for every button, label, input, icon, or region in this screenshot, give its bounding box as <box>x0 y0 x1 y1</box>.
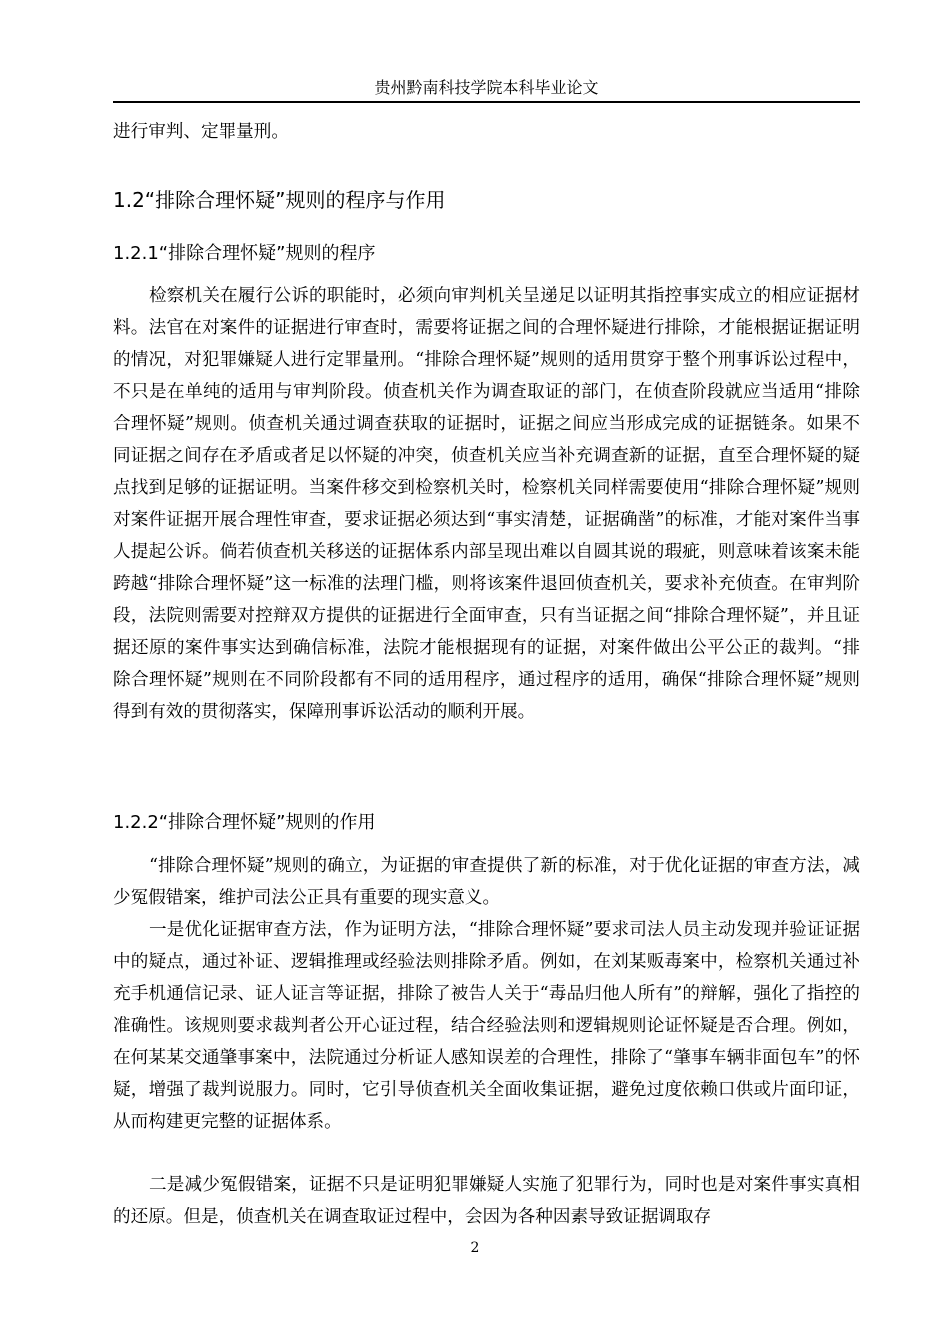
body-paragraph: 检察机关在履行公诉的职能时，必须向审判机关呈递足以证明其指控事实成立的相应证据材料。法官在对案件的证据进行审查时，需要将证据之间的合理怀疑进行排除，才能根据证据证明的情况，对犯罪嫌疑人进行定罪量刑。“排除合理怀疑”规则的适用贯穿于整个刑事诉讼过程中，不只是在单纯的适用与审判阶段。侦查机关作为调查取证的部门，在侦查阶段就应当适用“排除合理怀疑”规则。侦查机关通过调查获取的证据时，证据之间应当形成完成的证据链条。如果不同证据之间存在矛盾或者足以怀疑的冲突，侦查机关应当补充调查新的证据，直至合理怀疑的疑点找到足够的证据证明。当案件移交到检察机关时，检察机关同样需要使用“排除合理怀疑”规则对案件证据开展合理性审查，要求证据必须达到“事实清楚，证据确凿”的标准，才能对案件当事人提起公诉。倘若侦查机关移送的证据体系内部呈现出难以自圆其说的瑕疵，则意味着该案未能跨越“排除合理怀疑”这一标准的法理门槛，则将该案件退回侦查机关，要求补充侦查。在审判阶段，法院则需要对控辩双方提供的证据进行全面审查，只有当证据之间“排除合理怀疑”，并且证据还原的案件事实达到确信标准，法院才能根据现有的证据，对案件做出公平公正的裁判。“排除合理怀疑”规则在不同阶段都有不同的适用程序，通过程序的适用，确保“排除合理怀疑”规则得到有效的贯彻落实，保障刑事诉讼活动的顺利开展。 <box>113 286 860 722</box>
body-paragraph: 一是优化证据审查方法，作为证明方法，“排除合理怀疑”要求司法人员主动发现并验证证据中的疑点，通过补证、逻辑推理或经验法则排除矛盾。例如，在刘某贩毒案中，检察机关通过补充手机通信记录、证人证言等证据，排除了被告人关于“毒品归他人所有”的辩解，强化了指控的准确性。该规则要求裁判者公开心证过程，结合经验法则和逻辑规则论证怀疑是否合理。例如，在何某某交通肇事案中，法院通过分析证人感知误差的合理性，排除了“肇事车辆非面包车”的怀疑，增强了裁判说服力。同时，它引导侦查机关全面收集证据，避免过度依赖口供或片面印证，从而构建更完整的证据体系。 <box>113 920 860 1132</box>
section-heading-1-2-1: 1.2.1“排除合理怀疑”规则的程序 <box>113 243 376 264</box>
body-paragraph: 二是减少冤假错案，证据不只是证明犯罪嫌疑人实施了犯罪行为，同时也是对案件事实真相的还原。但是，侦查机关在调查取证过程中，会因为各种因素导致证据调取存 <box>113 1175 860 1227</box>
body-paragraph: “排除合理怀疑”规则的确立，为证据的审查提供了新的标准，对于优化证据的审查方法，减少冤假错案，维护司法公正具有重要的现实意义。 <box>113 856 860 908</box>
page-header: 贵州黔南科技学院本科毕业论文 <box>374 78 599 97</box>
header-rule <box>113 101 860 103</box>
page-number: 2 <box>470 1240 480 1256</box>
section-heading-1-2-2: 1.2.2“排除合理怀疑”规则的作用 <box>113 812 376 833</box>
section-heading-1-2: 1.2“排除合理怀疑”规则的程序与作用 <box>113 188 446 212</box>
continuation-text: 进行审判、定罪量刑。 <box>113 122 289 142</box>
